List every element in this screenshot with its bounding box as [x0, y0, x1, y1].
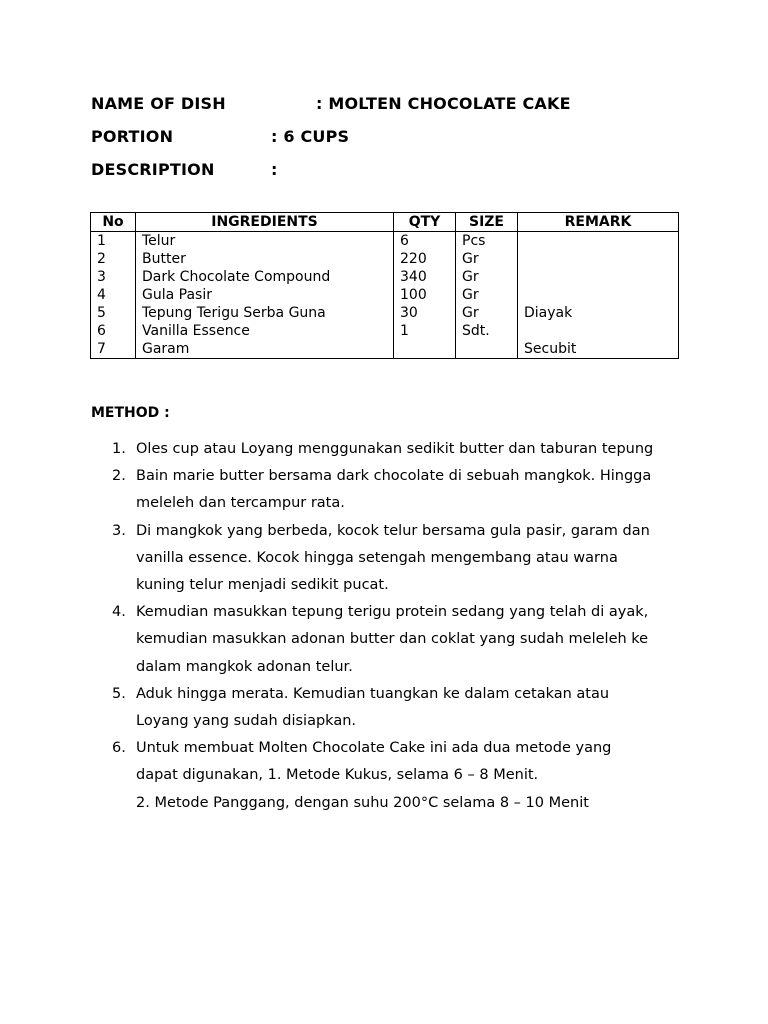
step-number: 1. [112, 441, 126, 457]
list-item [91, 735, 691, 817]
cell-qty: 100 [394, 286, 456, 304]
description-value: : [271, 160, 278, 179]
portion-label: PORTION [91, 127, 174, 146]
step-line: Bain marie butter bersama dark chocolate di sebuah mangkok. Hingga [136, 468, 652, 485]
cell-size [456, 340, 518, 359]
cell-qty: 6 [394, 232, 456, 251]
step-line: Aduk hingga merata. Kemudian tuangkan ke dalam cetakan atau [136, 685, 610, 702]
step-line: vanilla essence. Kocok hingga setengah mengembang atau warna [136, 549, 618, 566]
cell-remark [518, 322, 679, 340]
step-number: 3. [112, 522, 126, 539]
cell-ingredient: Vanilla Essence [136, 322, 394, 340]
table-row [91, 340, 679, 359]
cell-size: Sdt. [456, 322, 518, 340]
step-number: 6. [112, 740, 126, 757]
cell-size: Gr [456, 304, 518, 322]
cell-no: 6 [91, 322, 136, 340]
dish-name-label: NAME OF DISH [91, 94, 226, 113]
cell-remark [518, 286, 679, 304]
cell-remark [518, 268, 679, 286]
col-header-remark: REMARK [518, 213, 679, 232]
cell-ingredient: Garam [136, 340, 394, 359]
description-label: DESCRIPTION [91, 160, 215, 179]
step-line: Loyang yang sudah disiapkan. [136, 713, 356, 730]
cell-no: 1 [91, 232, 136, 251]
cell-qty: 340 [394, 268, 456, 286]
cell-ingredient: Dark Chocolate Compound [136, 268, 394, 286]
cell-no: 5 [91, 304, 136, 322]
cell-no: 7 [91, 340, 136, 359]
cell-ingredient: Telur [136, 232, 394, 251]
step-number: 2. [112, 468, 126, 485]
table-row [91, 268, 679, 286]
cell-size: Pcs [456, 232, 518, 251]
ingredients-table [90, 212, 679, 359]
cell-qty: 220 [394, 250, 456, 268]
cell-no: 3 [91, 268, 136, 286]
step-line: Untuk membuat Molten Chocolate Cake ini ada dua metode yang [136, 740, 612, 757]
table-row [91, 322, 679, 340]
step-line: Oles cup atau Loyang menggunakan sedikit butter dan taburan tepung [136, 441, 654, 457]
cell-ingredient: Tepung Terigu Serba Guna [136, 304, 394, 322]
cell-remark: Secubit [518, 340, 679, 359]
list-item [91, 436, 691, 463]
step-line: meleleh dan tercampur rata. [136, 495, 345, 512]
cell-remark: Diayak [518, 304, 679, 322]
list-item [91, 518, 691, 600]
cell-size: Gr [456, 268, 518, 286]
cell-qty: 1 [394, 322, 456, 340]
cell-qty [394, 340, 456, 359]
cell-remark [518, 232, 679, 251]
step-line: Kemudian masukkan tepung terigu protein sedang yang telah di ayak, [136, 604, 649, 621]
dish-name-value: : MOLTEN CHOCOLATE CAKE [316, 94, 571, 113]
method-steps [91, 436, 691, 817]
step-line: Di mangkok yang berbeda, kocok telur bersama gula pasir, garam dan [136, 522, 650, 539]
cell-ingredient: Gula Pasir [136, 286, 394, 304]
cell-no: 2 [91, 250, 136, 268]
table-row [91, 304, 679, 322]
step-line: kuning telur menjadi sedikit pucat. [136, 577, 389, 594]
col-header-qty: QTY [394, 213, 456, 232]
step-number: 4. [112, 604, 126, 621]
method-title: METHOD : [91, 405, 170, 421]
col-header-ingredients: INGREDIENTS [136, 213, 394, 232]
table-row [91, 286, 679, 304]
table-row [91, 232, 679, 251]
step-line: 2. Metode Panggang, dengan suhu 200°C selama 8 – 10 Menit [136, 794, 589, 811]
step-line: dalam mangkok adonan telur. [136, 658, 353, 675]
step-line: kemudian masukkan adonan butter dan coklat yang sudah meleleh ke [136, 631, 649, 648]
cell-ingredient: Butter [136, 250, 394, 268]
list-item [91, 599, 691, 681]
cell-no: 4 [91, 286, 136, 304]
col-header-size: SIZE [456, 213, 518, 232]
portion-value: : 6 CUPS [271, 127, 350, 146]
cell-remark [518, 250, 679, 268]
list-item [91, 681, 691, 735]
cell-size: Gr [456, 250, 518, 268]
cell-qty: 30 [394, 304, 456, 322]
cell-size: Gr [456, 286, 518, 304]
table-header-row [91, 213, 679, 232]
step-number: 5. [112, 685, 126, 702]
list-item [91, 463, 691, 517]
col-header-no: No [91, 213, 136, 232]
table-row [91, 250, 679, 268]
step-line: dapat digunakan, 1. Metode Kukus, selama 6 – 8 Menit. [136, 767, 539, 784]
